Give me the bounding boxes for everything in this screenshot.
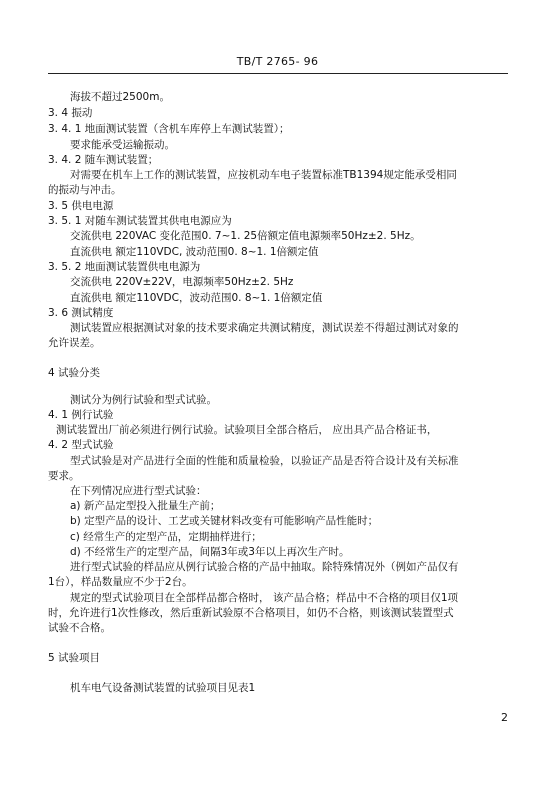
text-line: 规定的型式试验项目在全部样品都合格时， 该产品合格；样品中不合格的项目仅1项 (70, 592, 459, 604)
text-line: a) 新产品定型投入批量生产前； (70, 500, 221, 512)
text-line: 进行型式试验的样品应从例行试验合格的产品中抽取。除特殊情况外（例如产品仅有 (70, 561, 459, 573)
text-line: 型式试验是对产品进行全面的性能和质量检验，以验证产品是否符合设计及有关标准 (70, 455, 459, 467)
text-line: 交流供电 220V±22V，电源频率50Hz±2. 5Hz (70, 276, 294, 288)
text-line: 3. 5 供电电源 (48, 200, 114, 212)
text-line: 测试分为例行试验和型式试验。 (70, 394, 217, 406)
text-line: d) 不经常生产的定型产品，间隔3年或3年以上再次生产时。 (70, 546, 350, 558)
text-line: 4. 2 型式试验 (48, 439, 114, 451)
text-line: 交流供电 220VAC 变化范围0. 7~1. 25倍额定值电源频率50Hz±2. 5Hz。 (70, 230, 421, 242)
text-line: 机车电气设备测试装置的试验项目见表1 (70, 682, 256, 694)
text-line: 4. 1 例行试验 (48, 409, 114, 421)
text-line: 在下列情况应进行型式试验： (70, 485, 207, 497)
text-line: 直流供电 额定110VDC, 波动范围0. 8~1. 1倍额定值 (70, 246, 319, 258)
text-line: 对需要在机车上工作的测试装置，应按机动车电子装置标准TB1394规定能承受相同 (70, 169, 457, 181)
text-line: c) 经常生产的定型产品，定期抽样进行； (70, 531, 262, 543)
text-line: 3. 5. 2 地面测试装置供电电源为 (48, 261, 201, 273)
text-line: 时，允许进行1次性修改，然后重新试验原不合格项目，如仍不合格，则该测试装置型式 (48, 607, 454, 619)
text-line: 1台），样品数量应不少于2台。 (48, 576, 193, 588)
text-line: 3. 5. 1 对随车测试装置其供电电源应为 (48, 215, 232, 227)
standard-code-header: TB/T 2765- 96 (236, 55, 319, 68)
text-line: 要求。 (48, 470, 80, 482)
text-line: 测试装置应根据测试对象的技术要求确定共测试精度，测试误差不得超过测试对象的 (70, 322, 459, 334)
text-line: 4 试验分类 (48, 367, 101, 379)
page-number: 2 (501, 711, 508, 724)
text-line: 测试装置出厂前必须进行例行试验。试验项目全部合格后， 应出具产品合格证书， (56, 424, 438, 436)
text-line: 3. 6 测试精度 (48, 307, 114, 319)
text-line: 要求能承受运输振动。 (70, 139, 175, 151)
text-line: 5 试验项目 (48, 652, 101, 664)
text-line: b) 定型产品的设计、工艺或关键材料改变有可能影响产品性能时； (70, 515, 379, 527)
text-line: 3. 4 振动 (48, 107, 93, 119)
text-line: 试验不合格。 (48, 622, 111, 634)
text-line: 的振动与冲击。 (48, 184, 122, 196)
text-line: 海拔不超过2500m。 (70, 91, 170, 103)
text-line: 直流供电 额定110VDC，波动范围0. 8~1. 1倍额定值 (70, 292, 323, 304)
text-line: 允许误差。 (48, 337, 101, 349)
text-line: 3. 4. 1 地面测试装置（含机车库停上车测试装置）； (48, 123, 290, 135)
header-rule (48, 73, 508, 74)
text-line: 3. 4. 2 随车测试装置； (48, 154, 159, 166)
